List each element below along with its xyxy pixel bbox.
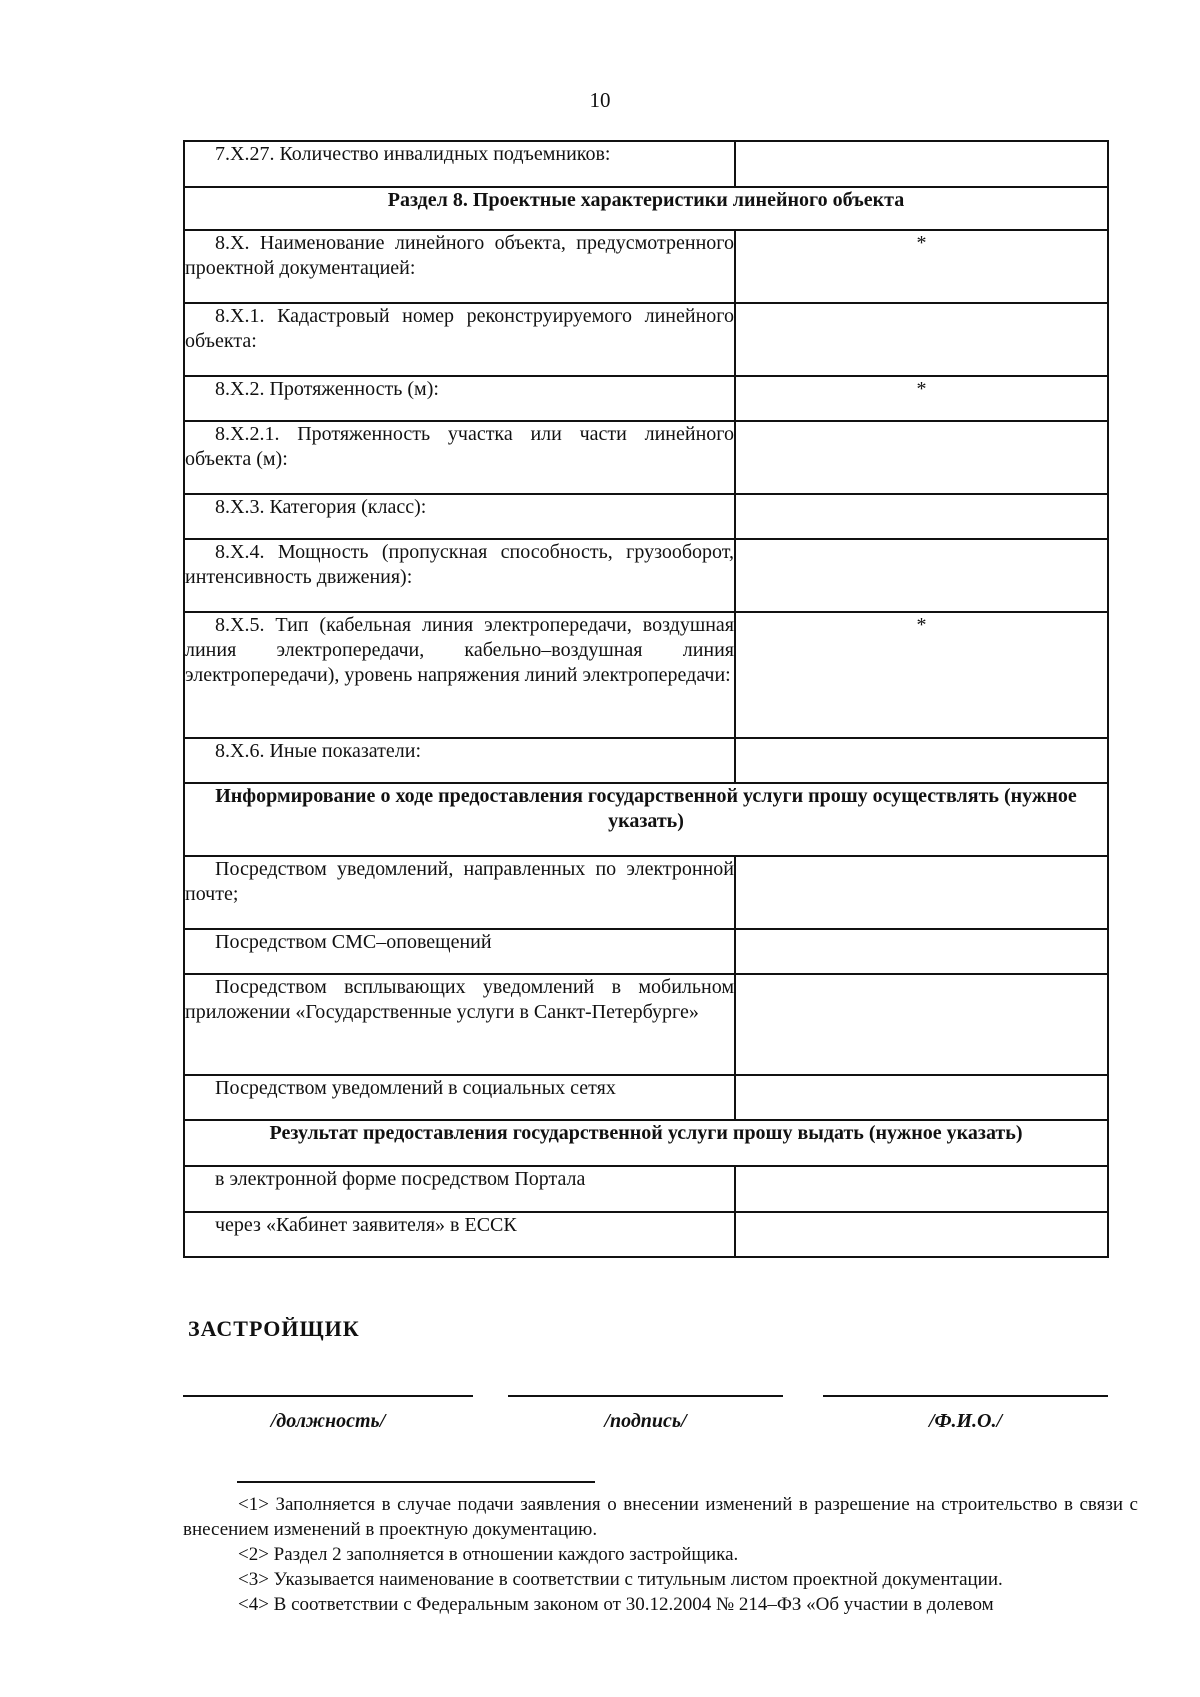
form-field-row [184,494,1108,539]
form-field-row [184,1075,1108,1120]
field-value-cell[interactable]: * [735,230,1108,303]
footnote-2: <2> Раздел 2 заполняется в отношении каждого застройщика. [238,1544,739,1565]
name-caption: /Ф.И.О./ [928,1410,1003,1432]
field-label: 8.X.1. Кадастровый номер реконструируемого линейного объекта: [185,305,734,352]
section-header: Информирование о ходе предоставления государственной услуги прошу осуществлять (нужное указать) [184,783,1108,856]
footnote-divider [237,1481,595,1483]
form-field-row [184,230,1108,303]
page-number: 10 [589,88,611,112]
form-field-row [184,1212,1108,1257]
form-field-row [184,929,1108,974]
field-label-cell [184,303,735,376]
section-header-row [184,783,1108,856]
field-label: Посредством уведомлений, направленных по электронной почте; [185,858,734,905]
section-header: Результат предоставления государственной услуги прошу выдать (нужное указать) [184,1120,1108,1166]
form-table-body [184,141,1108,1257]
form-field-row [184,1166,1108,1212]
field-value-cell[interactable] [735,494,1108,539]
footnote-3: <3> Указывается наименование в соответствии с титульным листом проектной документации. [238,1569,1003,1590]
field-value-cell[interactable] [735,421,1108,494]
field-value-cell[interactable] [735,974,1108,1075]
field-label: 8.X.2.1. Протяженность участка или части линейного объекта (м): [185,423,734,470]
field-value-cell[interactable]: * [735,376,1108,421]
field-label-cell [184,230,735,303]
field-label-cell [184,856,735,929]
field-value-cell[interactable] [735,929,1108,974]
field-value-cell[interactable] [735,1075,1108,1120]
form-field-row [184,856,1108,929]
form-field-row [184,612,1108,738]
field-label-cell [184,376,735,421]
field-label-cell [184,612,735,738]
field-value-cell[interactable]: * [735,612,1108,738]
field-label: 8.X.5. Тип (кабельная линия электропередачи, воздушная линия электропередачи, кабельно–воздушная линия электропередачи), уровень напряжения линий электропередачи: [185,614,734,686]
form-field-row [184,974,1108,1075]
field-value-cell[interactable] [735,856,1108,929]
form-field-row [184,421,1108,494]
field-label-cell [184,421,735,494]
field-label: 8.X.2. Протяженность (м): [215,378,439,400]
field-value-cell[interactable] [735,303,1108,376]
footnotes [183,1492,1138,1617]
section-header: Раздел 8. Проектные характеристики линейного объекта [184,187,1108,230]
form-field-row [184,303,1108,376]
field-label: 7.X.27. Количество инвалидных подъемников: [215,143,611,165]
field-label: 8.X.4. Мощность (пропускная способность, грузооборот, интенсивность движения): [185,541,734,588]
application-form-table [183,140,1109,1258]
field-value-cell[interactable] [735,539,1108,612]
field-label: Посредством всплывающих уведомлений в мобильном приложении «Государственные услуги в Санкт-Петербурге» [185,976,734,1023]
position-caption: /должность/ [270,1410,386,1432]
field-label-cell [184,929,735,974]
signature-line [508,1395,783,1397]
field-label: 8.X. Наименование линейного объекта, предусмотренного проектной документацией: [185,232,734,279]
field-label: 8.X.3. Категория (класс): [215,496,427,518]
field-label-cell [184,738,735,783]
section-header-row [184,1120,1108,1166]
field-value-cell[interactable] [735,1212,1108,1257]
name-signature-line [823,1395,1108,1397]
section-header-row [184,187,1108,230]
form-field-row [184,376,1108,421]
form-field-row [184,539,1108,612]
field-label: Посредством уведомлений в социальных сетях [215,1077,616,1099]
builder-title: ЗАСТРОЙЩИК [188,1316,360,1341]
field-label-cell [184,1212,735,1257]
footnote-1: <1> Заполняется в случае подачи заявления о внесении изменений в разрешение на строительство в связи с внесением изменений в проектную документацию. [183,1494,1138,1540]
field-label: в электронной форме посредством Портала [215,1168,586,1190]
field-label: через «Кабинет заявителя» в ЕССК [215,1214,517,1236]
field-label-cell [184,539,735,612]
field-label-cell [184,1166,735,1212]
field-label-cell [184,1075,735,1120]
form-field-row [184,141,1108,187]
field-label-cell [184,974,735,1075]
field-value-cell[interactable] [735,738,1108,783]
field-value-cell[interactable] [735,141,1108,187]
field-value-cell[interactable] [735,1166,1108,1212]
signature-caption: /подпись/ [604,1410,687,1432]
field-label-cell [184,494,735,539]
field-label-cell [184,141,735,187]
form-field-row [184,738,1108,783]
field-label: 8.X.6. Иные показатели: [215,740,422,762]
footnote-4: <4> В соответствии с Федеральным законом от 30.12.2004 № 214–ФЗ «Об участии в долевом [238,1594,994,1615]
field-label: Посредством СМС–оповещений [215,931,492,953]
position-signature-line [183,1395,473,1397]
